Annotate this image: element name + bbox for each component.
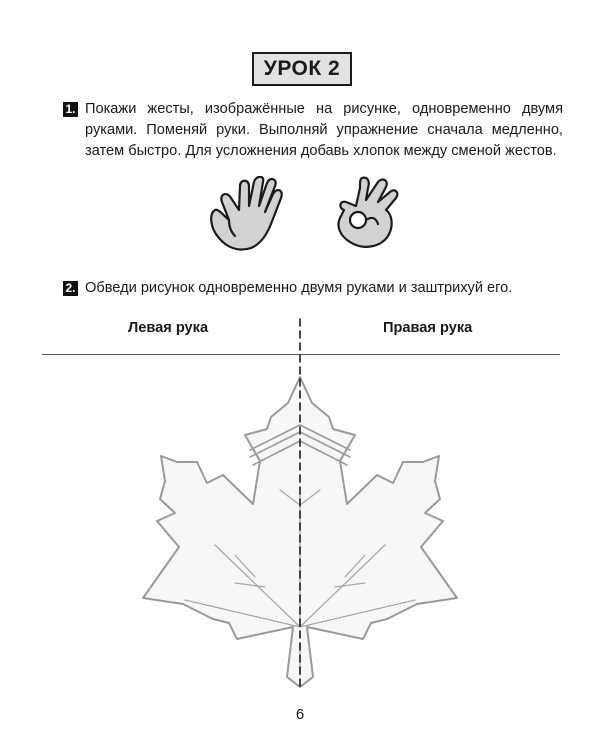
task-1-text: Покажи жесты, изображённые на рисунке, одновременно двумя руками. Поменяй руки. Выполняй упражнение сначала медленно, затем быстро. Для усложнения добавь хлопок между сменой жестов. — [85, 101, 563, 159]
ring-gesture-hand-icon — [332, 174, 404, 252]
open-palm-icon — [205, 176, 287, 254]
right-hand-label: Правая рука — [383, 320, 473, 336]
task-1 — [63, 99, 563, 162]
task-1-number: 1. — [63, 102, 78, 117]
task-2-number: 2. — [63, 281, 78, 296]
page-number: 6 — [295, 706, 305, 723]
task-2-text: Обведи рисунок одновременно двумя руками и заштрихуй его. — [85, 280, 513, 296]
lesson-title: УРОК 2 — [252, 52, 352, 86]
task-2 — [63, 278, 563, 299]
left-hand-label: Левая рука — [128, 320, 209, 336]
maple-leaf-icon — [125, 315, 475, 695]
